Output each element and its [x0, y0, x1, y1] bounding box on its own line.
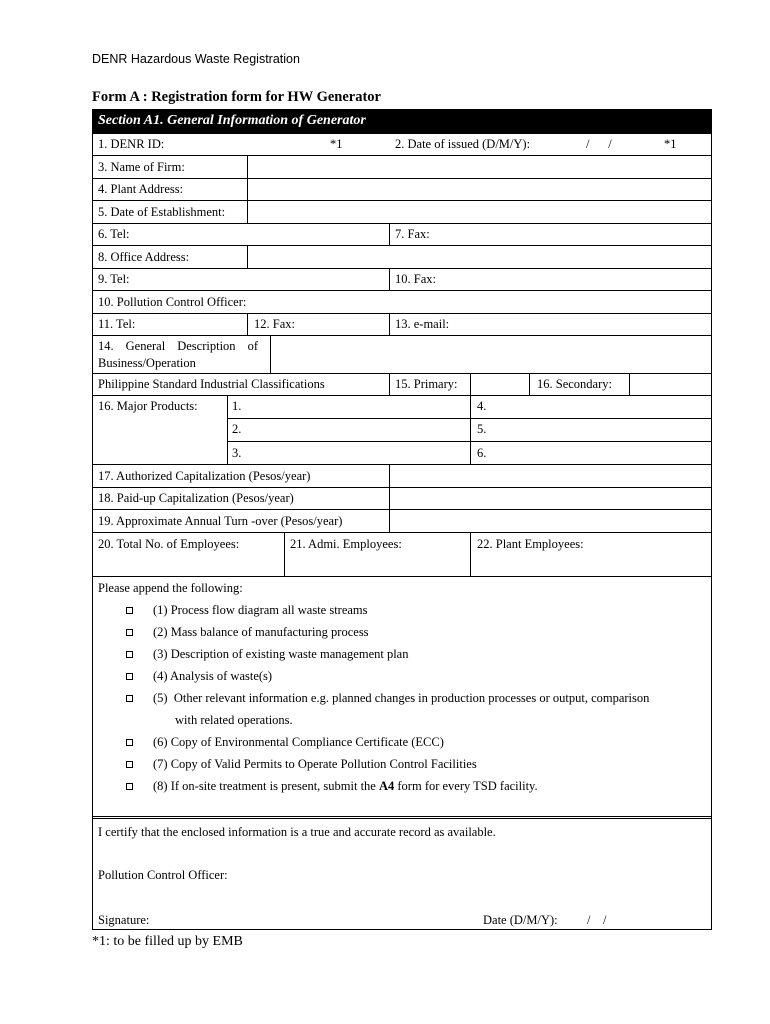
- col-line: [470, 532, 471, 576]
- signature-label: Signature:: [98, 913, 150, 927]
- checkbox-item-2[interactable]: [126, 629, 133, 636]
- date-issued-label: 2. Date of issued (D/M/Y):: [395, 137, 531, 151]
- col-line: [227, 395, 228, 464]
- document-header: DENR Hazardous Waste Registration: [92, 52, 300, 66]
- row-line: [92, 532, 712, 533]
- row-line: [92, 200, 712, 201]
- form-title: Form A : Registration form for HW Generator: [92, 89, 381, 105]
- checkbox-item-3[interactable]: [126, 651, 133, 658]
- certify-date-label: Date (D/M/Y):: [483, 913, 558, 927]
- col-line: [284, 532, 285, 576]
- secondary-label: 16. Secondary:: [537, 377, 612, 391]
- product-2: 2.: [232, 422, 242, 436]
- section-title: Section A1. General Information of Generator: [92, 109, 712, 133]
- row-line: [92, 290, 712, 291]
- tel-9-label: 9. Tel:: [98, 272, 130, 286]
- col-line: [247, 245, 248, 268]
- append-item-7: (7) Copy of Valid Permits to Operate Pollution Control Facilities: [153, 757, 477, 771]
- product-6: 6.: [477, 446, 487, 460]
- email-13-label: 13. e-mail:: [395, 317, 450, 331]
- row-line: [92, 245, 712, 246]
- row-line: [92, 178, 712, 179]
- col-line: [247, 313, 248, 335]
- major-products-label: 16. Major Products:: [98, 399, 198, 413]
- append-item-1: (1) Process flow diagram all waste streams: [153, 603, 368, 617]
- row-line: [92, 395, 712, 396]
- plant-address-label: 4. Plant Address:: [98, 182, 184, 196]
- product-5: 5.: [477, 422, 487, 436]
- append-item-6: (6) Copy of Environmental Compliance Certificate (ECC): [153, 735, 444, 749]
- footnote: *1: to be filled up by EMB: [92, 934, 243, 949]
- col-line: [247, 155, 248, 223]
- checkbox-item-5[interactable]: [126, 695, 133, 702]
- col-line: [470, 373, 471, 395]
- col-line: [389, 223, 390, 245]
- row-line: [92, 223, 712, 224]
- plant-employees-label: 22. Plant Employees:: [477, 537, 584, 551]
- append-item-5-continued: with related operations.: [175, 713, 293, 727]
- primary-label: 15. Primary:: [395, 377, 458, 391]
- admi-employees-label: 21. Admi. Employees:: [290, 537, 402, 551]
- append-item-8: (8) If on-site treatment is present, submit the A4 form for every TSD facility.: [153, 779, 538, 793]
- row-line: [92, 155, 712, 156]
- name-of-firm-label: 3. Name of Firm:: [98, 160, 185, 174]
- append-item-4: (4) Analysis of waste(s): [153, 669, 273, 683]
- row-line: [92, 373, 712, 374]
- turnover-label: 19. Approximate Annual Turn -over (Pesos/year): [98, 514, 343, 528]
- psic-label: Philippine Standard Industrial Classifications: [98, 377, 325, 391]
- append-item-5: (5) Other relevant information e.g. planned changes in production processes or output, comparison: [153, 691, 650, 705]
- row-line: [92, 576, 712, 577]
- fax-12-label: 12. Fax:: [254, 317, 295, 331]
- append-item-2: (2) Mass balance of manufacturing process: [153, 625, 369, 639]
- product-3: 3.: [232, 446, 242, 460]
- double-divider: [92, 816, 712, 819]
- date-issued-slashes: / /: [586, 137, 612, 151]
- col-line: [389, 268, 390, 290]
- date-establishment-label: 5. Date of Establishment:: [98, 205, 226, 219]
- office-address-label: 8. Office Address:: [98, 250, 190, 264]
- append-heading: Please append the following:: [98, 581, 243, 595]
- general-description-label: 14. General Description of: [98, 339, 258, 353]
- col-line: [389, 313, 390, 335]
- checkbox-item-1[interactable]: [126, 607, 133, 614]
- denr-id-label: 1. DENR ID:: [98, 137, 165, 151]
- checkbox-item-7[interactable]: [126, 761, 133, 768]
- col-line: [389, 464, 390, 532]
- col-line: [529, 373, 530, 395]
- pollution-officer-label: 10. Pollution Control Officer:: [98, 295, 247, 309]
- product-1: 1.: [232, 399, 242, 413]
- row-line: [92, 464, 712, 465]
- row-line: [92, 268, 712, 269]
- col-line: [389, 373, 390, 395]
- tel-11-label: 11. Tel:: [98, 317, 136, 331]
- tel-6-label: 6. Tel:: [98, 227, 130, 241]
- checkbox-item-4[interactable]: [126, 673, 133, 680]
- row-line: [92, 335, 712, 336]
- row-line: [92, 487, 712, 488]
- certify-officer-label: Pollution Control Officer:: [98, 868, 228, 882]
- date-issued-note: *1: [664, 137, 677, 151]
- fax-10-label: 10. Fax:: [395, 272, 436, 286]
- checkbox-item-8[interactable]: [126, 783, 133, 790]
- append-item-3: (3) Description of existing waste management plan: [153, 647, 409, 661]
- certify-date-slashes: / /: [587, 913, 607, 927]
- checkbox-item-6[interactable]: [126, 739, 133, 746]
- certify-statement: I certify that the enclosed information is a true and accurate record as available.: [98, 825, 496, 839]
- fax-7-label: 7. Fax:: [395, 227, 430, 241]
- row-line: [92, 313, 712, 314]
- a4-bold: A4: [378, 779, 395, 793]
- paidup-cap-label: 18. Paid-up Capitalization (Pesos/year): [98, 491, 294, 505]
- general-description-label-2: Business/Operation: [98, 356, 196, 370]
- col-line: [470, 395, 471, 464]
- authorized-cap-label: 17. Authorized Capitalization (Pesos/year): [98, 469, 311, 483]
- col-line: [629, 373, 630, 395]
- denr-id-note: *1: [330, 137, 343, 151]
- total-employees-label: 20. Total No. of Employees:: [98, 537, 240, 551]
- product-4: 4.: [477, 399, 487, 413]
- col-line: [270, 335, 271, 373]
- row-line: [92, 509, 712, 510]
